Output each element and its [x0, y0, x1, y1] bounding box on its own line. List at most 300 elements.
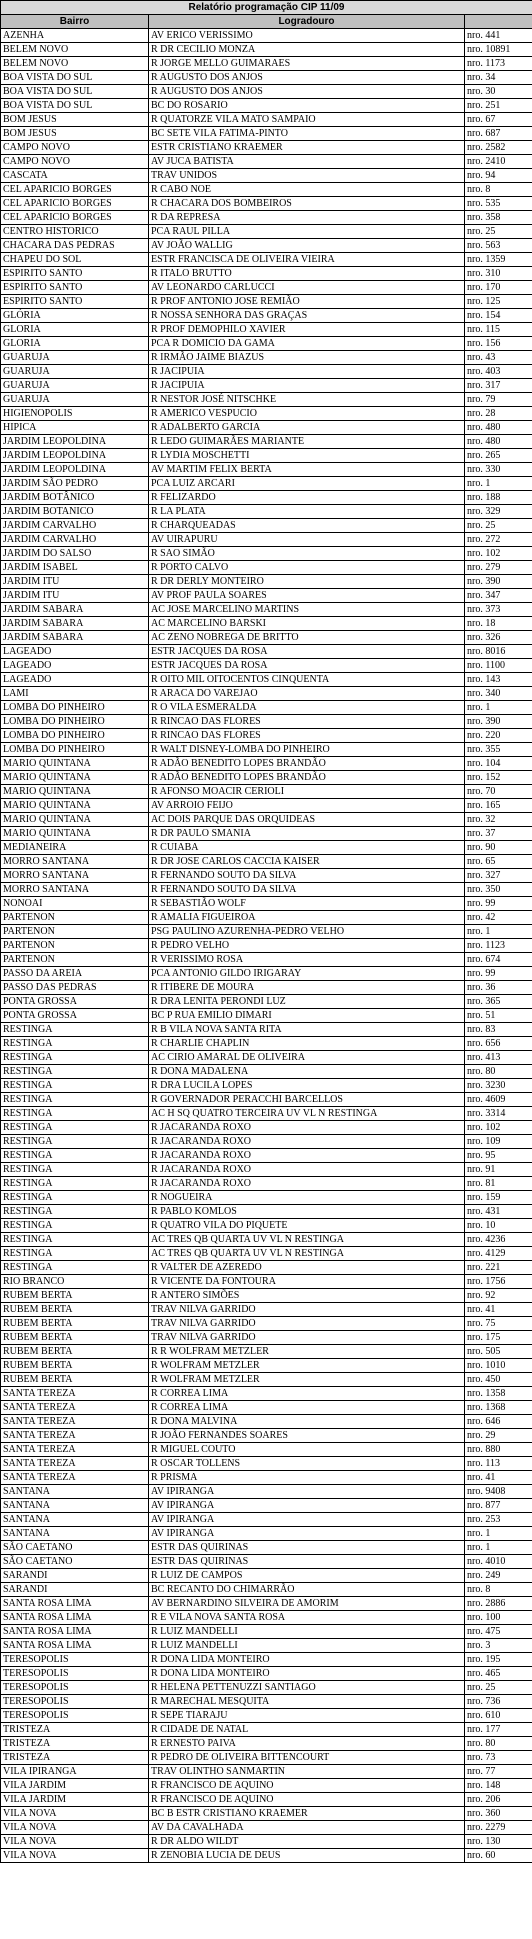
numero-cell: nro. 177: [465, 1723, 532, 1737]
table-row: [1, 1387, 532, 1401]
table-row: [1, 491, 532, 505]
report-body: [1, 29, 532, 1863]
bairro-cell: JARDIM LEOPOLDINA: [1, 449, 149, 463]
bairro-cell: SANTA ROSA LIMA: [1, 1625, 149, 1639]
logradouro-cell: R CORREA LIMA: [149, 1387, 465, 1401]
table-row: [1, 57, 532, 71]
table-row: [1, 1639, 532, 1653]
table-row: [1, 43, 532, 57]
logradouro-cell: R SEPE TIARAJU: [149, 1709, 465, 1723]
numero-cell: nro. 206: [465, 1793, 532, 1807]
bairro-cell: BOM JESUS: [1, 113, 149, 127]
logradouro-cell: ESTR DAS QUIRINAS: [149, 1541, 465, 1555]
numero-cell: nro. 450: [465, 1373, 532, 1387]
table-row: [1, 1667, 532, 1681]
numero-cell: nro. 170: [465, 281, 532, 295]
table-row: [1, 1583, 532, 1597]
numero-cell: nro. 3230: [465, 1079, 532, 1093]
table-row: [1, 1219, 532, 1233]
bairro-cell: JARDIM BOTÂNICO: [1, 491, 149, 505]
bairro-cell: JARDIM ITU: [1, 575, 149, 589]
numero-cell: nro. 340: [465, 687, 532, 701]
logradouro-cell: R ADALBERTO GARCIA: [149, 421, 465, 435]
bairro-cell: BELEM NOVO: [1, 43, 149, 57]
logradouro-cell: R DRA LUCILA LOPES: [149, 1079, 465, 1093]
logradouro-cell: AC TRES QB QUARTA UV VL N RESTINGA: [149, 1247, 465, 1261]
logradouro-cell: PCA R DOMICIO DA GAMA: [149, 337, 465, 351]
bairro-cell: MARIO QUINTANA: [1, 827, 149, 841]
bairro-cell: MORRO SANTANA: [1, 883, 149, 897]
numero-cell: nro. 73: [465, 1751, 532, 1765]
table-row: [1, 967, 532, 981]
numero-cell: nro. 475: [465, 1625, 532, 1639]
logradouro-cell: R ITIBERE DE MOURA: [149, 981, 465, 995]
logradouro-cell: R FELIZARDO: [149, 491, 465, 505]
logradouro-cell: R DONA LIDA MONTEIRO: [149, 1653, 465, 1667]
bairro-cell: HIPICA: [1, 421, 149, 435]
bairro-cell: BOA VISTA DO SUL: [1, 85, 149, 99]
numero-cell: nro. 65: [465, 855, 532, 869]
numero-cell: nro. 80: [465, 1737, 532, 1751]
numero-cell: nro. 25: [465, 225, 532, 239]
table-row: [1, 1569, 532, 1583]
numero-cell: nro. 3314: [465, 1107, 532, 1121]
table-row: [1, 1611, 532, 1625]
table-row: [1, 519, 532, 533]
logradouro-cell: R DONA MADALENA: [149, 1065, 465, 1079]
table-row: [1, 169, 532, 183]
bairro-cell: BELEM NOVO: [1, 57, 149, 71]
bairro-cell: RESTINGA: [1, 1023, 149, 1037]
numero-cell: nro. 326: [465, 631, 532, 645]
report-title: Relatório programação CIP 11/09: [1, 1, 532, 15]
logradouro-cell: AC DOIS PARQUE DAS ORQUIDEAS: [149, 813, 465, 827]
bairro-cell: RESTINGA: [1, 1135, 149, 1149]
logradouro-cell: R JACIPUIA: [149, 379, 465, 393]
table-row: [1, 561, 532, 575]
bairro-cell: SANTANA: [1, 1527, 149, 1541]
bairro-cell: JARDIM SABARA: [1, 617, 149, 631]
table-row: [1, 813, 532, 827]
table-row: [1, 113, 532, 127]
table-row: [1, 1541, 532, 1555]
table-row: [1, 1793, 532, 1807]
numero-cell: nro. 265: [465, 449, 532, 463]
logradouro-cell: R FERNANDO SOUTO DA SILVA: [149, 883, 465, 897]
table-row: [1, 1443, 532, 1457]
numero-cell: nro. 165: [465, 799, 532, 813]
table-row: [1, 183, 532, 197]
numero-cell: nro. 1: [465, 1541, 532, 1555]
logradouro-cell: AV IPIRANGA: [149, 1499, 465, 1513]
logradouro-cell: AV MARTIM FELIX BERTA: [149, 463, 465, 477]
table-row: [1, 1401, 532, 1415]
logradouro-cell: R E VILA NOVA SANTA ROSA: [149, 1611, 465, 1625]
logradouro-cell: R AUGUSTO DOS ANJOS: [149, 71, 465, 85]
numero-cell: nro. 480: [465, 435, 532, 449]
table-row: [1, 449, 532, 463]
bairro-cell: LOMBA DO PINHEIRO: [1, 715, 149, 729]
bairro-cell: MARIO QUINTANA: [1, 799, 149, 813]
logradouro-cell: AV IPIRANGA: [149, 1527, 465, 1541]
table-row: [1, 1163, 532, 1177]
logradouro-cell: R CIDADE DE NATAL: [149, 1723, 465, 1737]
logradouro-cell: R ANTERO SIMÕES: [149, 1289, 465, 1303]
numero-cell: nro. 2279: [465, 1821, 532, 1835]
bairro-cell: TERESOPOLIS: [1, 1653, 149, 1667]
logradouro-cell: R AUGUSTO DOS ANJOS: [149, 85, 465, 99]
bairro-cell: JARDIM ISABEL: [1, 561, 149, 575]
numero-cell: nro. 100: [465, 1611, 532, 1625]
numero-cell: nro. 1010: [465, 1359, 532, 1373]
report-title-row: [1, 1, 532, 15]
bairro-cell: SANTA TEREZA: [1, 1401, 149, 1415]
numero-cell: nro. 148: [465, 1779, 532, 1793]
numero-cell: nro. 152: [465, 771, 532, 785]
table-row: [1, 477, 532, 491]
numero-cell: nro. 249: [465, 1569, 532, 1583]
table-row: [1, 743, 532, 757]
numero-cell: nro. 34: [465, 71, 532, 85]
logradouro-cell: R OSCAR TOLLENS: [149, 1457, 465, 1471]
numero-cell: nro. 877: [465, 1499, 532, 1513]
logradouro-cell: R ADÃO BENEDITO LOPES BRANDÃO: [149, 771, 465, 785]
numero-cell: nro. 880: [465, 1443, 532, 1457]
bairro-cell: RESTINGA: [1, 1191, 149, 1205]
bairro-cell: RESTINGA: [1, 1177, 149, 1191]
bairro-cell: LOMBA DO PINHEIRO: [1, 701, 149, 715]
bairro-cell: TRISTEZA: [1, 1737, 149, 1751]
table-row: [1, 393, 532, 407]
logradouro-cell: R LUIZ DE CAMPOS: [149, 1569, 465, 1583]
table-row: [1, 1177, 532, 1191]
numero-cell: nro. 1173: [465, 57, 532, 71]
logradouro-cell: R NESTOR JOSÉ NITSCHKE: [149, 393, 465, 407]
bairro-cell: LAMI: [1, 687, 149, 701]
bairro-cell: SANTANA: [1, 1513, 149, 1527]
bairro-cell: CAMPO NOVO: [1, 155, 149, 169]
numero-cell: nro. 441: [465, 29, 532, 43]
table-row: [1, 617, 532, 631]
bairro-cell: JARDIM SABARA: [1, 631, 149, 645]
numero-cell: nro. 279: [465, 561, 532, 575]
table-row: [1, 911, 532, 925]
table-row: [1, 463, 532, 477]
table-row: [1, 953, 532, 967]
logradouro-cell: R NOGUEIRA: [149, 1191, 465, 1205]
numero-cell: nro. 159: [465, 1191, 532, 1205]
logradouro-cell: R PEDRO DE OLIVEIRA BITTENCOURT: [149, 1751, 465, 1765]
bairro-cell: MARIO QUINTANA: [1, 757, 149, 771]
numero-cell: nro. 80: [465, 1065, 532, 1079]
table-row: [1, 645, 532, 659]
bairro-cell: RUBEM BERTA: [1, 1331, 149, 1345]
table-row: [1, 729, 532, 743]
bairro-cell: RUBEM BERTA: [1, 1345, 149, 1359]
bairro-cell: SANTANA: [1, 1499, 149, 1513]
numero-cell: nro. 115: [465, 323, 532, 337]
logradouro-cell: R OITO MIL OITOCENTOS CINQUENTA: [149, 673, 465, 687]
numero-cell: nro. 4609: [465, 1093, 532, 1107]
bairro-cell: GUARUJA: [1, 379, 149, 393]
numero-cell: nro. 563: [465, 239, 532, 253]
numero-cell: nro. 28: [465, 407, 532, 421]
logradouro-cell: R JOÃO FERNANDES SOARES: [149, 1429, 465, 1443]
bairro-cell: VILA IPIRANGA: [1, 1765, 149, 1779]
numero-cell: nro. 25: [465, 519, 532, 533]
numero-cell: nro. 67: [465, 113, 532, 127]
numero-cell: nro. 327: [465, 869, 532, 883]
logradouro-cell: AV JOÃO WALLIG: [149, 239, 465, 253]
numero-cell: nro. 102: [465, 1121, 532, 1135]
numero-cell: nro. 10891: [465, 43, 532, 57]
bairro-cell: GUARUJA: [1, 393, 149, 407]
bairro-cell: GUARUJA: [1, 351, 149, 365]
bairro-cell: RESTINGA: [1, 1065, 149, 1079]
table-row: [1, 869, 532, 883]
bairro-cell: VILA JARDIM: [1, 1779, 149, 1793]
logradouro-cell: R VICENTE DA FONTOURA: [149, 1275, 465, 1289]
logradouro-cell: R RINCAO DAS FLORES: [149, 729, 465, 743]
table-row: [1, 1107, 532, 1121]
logradouro-cell: R JORGE MELLO GUIMARAES: [149, 57, 465, 71]
numero-cell: nro. 365: [465, 995, 532, 1009]
table-row: [1, 673, 532, 687]
bairro-cell: RESTINGA: [1, 1219, 149, 1233]
bairro-cell: LAGEADO: [1, 659, 149, 673]
logradouro-cell: AC H SQ QUATRO TERCEIRA UV VL N RESTINGA: [149, 1107, 465, 1121]
bairro-cell: CHACARA DAS PEDRAS: [1, 239, 149, 253]
numero-cell: nro. 272: [465, 533, 532, 547]
bairro-cell: GLORIA: [1, 323, 149, 337]
bairro-cell: MARIO QUINTANA: [1, 771, 149, 785]
logradouro-cell: AV ARROIO FEIJO: [149, 799, 465, 813]
bairro-cell: RUBEM BERTA: [1, 1317, 149, 1331]
numero-cell: nro. 1358: [465, 1387, 532, 1401]
table-row: [1, 253, 532, 267]
logradouro-cell: TRAV UNIDOS: [149, 169, 465, 183]
logradouro-cell: R MARECHAL MESQUITA: [149, 1695, 465, 1709]
table-row: [1, 1303, 532, 1317]
table-row: [1, 1597, 532, 1611]
bairro-cell: PASSO DAS PEDRAS: [1, 981, 149, 995]
bairro-cell: SANTA TEREZA: [1, 1457, 149, 1471]
numero-cell: nro. 156: [465, 337, 532, 351]
bairro-cell: TRISTEZA: [1, 1723, 149, 1737]
table-row: [1, 85, 532, 99]
bairro-cell: RESTINGA: [1, 1261, 149, 1275]
table-row: [1, 1051, 532, 1065]
table-row: [1, 631, 532, 645]
table-row: [1, 1233, 532, 1247]
logradouro-cell: AC TRES QB QUARTA UV VL N RESTINGA: [149, 1233, 465, 1247]
table-row: [1, 1009, 532, 1023]
bairro-cell: GLORIA: [1, 337, 149, 351]
numero-cell: nro. 360: [465, 1807, 532, 1821]
logradouro-cell: R LEDO GUIMARÃES MARIANTE: [149, 435, 465, 449]
table-row: [1, 1723, 532, 1737]
numero-cell: nro. 736: [465, 1695, 532, 1709]
numero-cell: nro. 154: [465, 309, 532, 323]
logradouro-cell: AV DA CAVALHADA: [149, 1821, 465, 1835]
bairro-cell: SANTA ROSA LIMA: [1, 1639, 149, 1653]
numero-cell: nro. 330: [465, 463, 532, 477]
numero-cell: nro. 251: [465, 99, 532, 113]
table-row: [1, 1093, 532, 1107]
table-row: [1, 1471, 532, 1485]
bairro-cell: JARDIM BOTANICO: [1, 505, 149, 519]
logradouro-cell: R CABO NOE: [149, 183, 465, 197]
bairro-cell: JARDIM CARVALHO: [1, 519, 149, 533]
bairro-cell: SANTA TEREZA: [1, 1429, 149, 1443]
column-header-row: [1, 15, 532, 29]
bairro-cell: RESTINGA: [1, 1163, 149, 1177]
bairro-cell: PARTENON: [1, 953, 149, 967]
table-row: [1, 841, 532, 855]
table-row: [1, 799, 532, 813]
logradouro-cell: R JACARANDA ROXO: [149, 1149, 465, 1163]
numero-cell: nro. 220: [465, 729, 532, 743]
table-row: [1, 29, 532, 43]
logradouro-cell: AV UIRAPURU: [149, 533, 465, 547]
table-row: [1, 1779, 532, 1793]
logradouro-cell: AC ZENO NOBREGA DE BRITTO: [149, 631, 465, 645]
logradouro-cell: R JACARANDA ROXO: [149, 1121, 465, 1135]
table-row: [1, 925, 532, 939]
logradouro-cell: R PABLO KOMLOS: [149, 1205, 465, 1219]
bairro-cell: MARIO QUINTANA: [1, 813, 149, 827]
table-row: [1, 1499, 532, 1513]
bairro-cell: TRISTEZA: [1, 1751, 149, 1765]
numero-cell: nro. 51: [465, 1009, 532, 1023]
column-header-logradouro: Logradouro: [149, 15, 465, 29]
bairro-cell: VILA NOVA: [1, 1835, 149, 1849]
numero-cell: nro. 109: [465, 1135, 532, 1149]
bairro-cell: SANTA TEREZA: [1, 1415, 149, 1429]
logradouro-cell: PSG PAULINO AZURENHA-PEDRO VELHO: [149, 925, 465, 939]
logradouro-cell: R ARACA DO VAREJAO: [149, 687, 465, 701]
table-row: [1, 421, 532, 435]
bairro-cell: BOA VISTA DO SUL: [1, 71, 149, 85]
column-header-bairro: Bairro: [1, 15, 149, 29]
table-row: [1, 701, 532, 715]
bairro-cell: MORRO SANTANA: [1, 869, 149, 883]
logradouro-cell: R O VILA ESMERALDA: [149, 701, 465, 715]
numero-cell: nro. 2410: [465, 155, 532, 169]
logradouro-cell: R DONA MALVINA: [149, 1415, 465, 1429]
numero-cell: nro. 9408: [465, 1485, 532, 1499]
table-row: [1, 1429, 532, 1443]
logradouro-cell: ESTR JACQUES DA ROSA: [149, 645, 465, 659]
table-row: [1, 785, 532, 799]
table-row: [1, 1289, 532, 1303]
logradouro-cell: R LYDIA MOSCHETTI: [149, 449, 465, 463]
numero-cell: nro. 358: [465, 211, 532, 225]
numero-cell: nro. 4010: [465, 1555, 532, 1569]
bairro-cell: SANTA ROSA LIMA: [1, 1611, 149, 1625]
bairro-cell: RESTINGA: [1, 1205, 149, 1219]
numero-cell: nro. 8: [465, 183, 532, 197]
numero-cell: nro. 1123: [465, 939, 532, 953]
table-row: [1, 127, 532, 141]
logradouro-cell: R PROF ANTONIO JOSE REMIÃO: [149, 295, 465, 309]
numero-cell: nro. 1368: [465, 1401, 532, 1415]
bairro-cell: ESPIRITO SANTO: [1, 295, 149, 309]
table-row: [1, 1415, 532, 1429]
logradouro-cell: R CHARQUEADAS: [149, 519, 465, 533]
bairro-cell: MARIO QUINTANA: [1, 785, 149, 799]
numero-cell: nro. 687: [465, 127, 532, 141]
numero-cell: nro. 10: [465, 1219, 532, 1233]
numero-cell: nro. 188: [465, 491, 532, 505]
logradouro-cell: AC MARCELINO BARSKI: [149, 617, 465, 631]
table-row: [1, 1695, 532, 1709]
table-row: [1, 603, 532, 617]
logradouro-cell: ESTR JACQUES DA ROSA: [149, 659, 465, 673]
table-row: [1, 141, 532, 155]
logradouro-cell: R DR ALDO WILDT: [149, 1835, 465, 1849]
bairro-cell: TERESOPOLIS: [1, 1695, 149, 1709]
bairro-cell: RUBEM BERTA: [1, 1373, 149, 1387]
logradouro-cell: TRAV NILVA GARRIDO: [149, 1303, 465, 1317]
bairro-cell: HIGIENOPOLIS: [1, 407, 149, 421]
table-row: [1, 897, 532, 911]
logradouro-cell: R AMALIA FIGUEIROA: [149, 911, 465, 925]
table-row: [1, 211, 532, 225]
numero-cell: nro. 646: [465, 1415, 532, 1429]
numero-cell: nro. 413: [465, 1051, 532, 1065]
logradouro-cell: R CORREA LIMA: [149, 1401, 465, 1415]
logradouro-cell: AV ERICO VERISSIMO: [149, 29, 465, 43]
bairro-cell: RESTINGA: [1, 1093, 149, 1107]
logradouro-cell: R B VILA NOVA SANTA RITA: [149, 1023, 465, 1037]
bairro-cell: JARDIM ITU: [1, 589, 149, 603]
logradouro-cell: BC B ESTR CRISTIANO KRAEMER: [149, 1807, 465, 1821]
numero-cell: nro. 99: [465, 967, 532, 981]
bairro-cell: SANTA TEREZA: [1, 1443, 149, 1457]
numero-cell: nro. 18: [465, 617, 532, 631]
bairro-cell: ESPIRITO SANTO: [1, 281, 149, 295]
table-row: [1, 1807, 532, 1821]
bairro-cell: BOA VISTA DO SUL: [1, 99, 149, 113]
table-row: [1, 1457, 532, 1471]
bairro-cell: RUBEM BERTA: [1, 1359, 149, 1373]
bairro-cell: JARDIM SABARA: [1, 603, 149, 617]
bairro-cell: RUBEM BERTA: [1, 1289, 149, 1303]
numero-cell: nro. 175: [465, 1331, 532, 1345]
logradouro-cell: AV JUCA BATISTA: [149, 155, 465, 169]
bairro-cell: RESTINGA: [1, 1079, 149, 1093]
numero-cell: nro. 113: [465, 1457, 532, 1471]
bairro-cell: PARTENON: [1, 939, 149, 953]
numero-cell: nro. 535: [465, 197, 532, 211]
logradouro-cell: R CUIABA: [149, 841, 465, 855]
bairro-cell: VILA NOVA: [1, 1849, 149, 1863]
logradouro-cell: R LUIZ MANDELLI: [149, 1639, 465, 1653]
table-row: [1, 883, 532, 897]
table-row: [1, 1527, 532, 1541]
table-row: [1, 351, 532, 365]
logradouro-cell: R WOLFRAM METZLER: [149, 1373, 465, 1387]
numero-cell: nro. 75: [465, 1317, 532, 1331]
table-row: [1, 995, 532, 1009]
logradouro-cell: R DR DERLY MONTEIRO: [149, 575, 465, 589]
bairro-cell: ESPIRITO SANTO: [1, 267, 149, 281]
numero-cell: nro. 403: [465, 365, 532, 379]
logradouro-cell: R PROF DEMOPHILO XAVIER: [149, 323, 465, 337]
bairro-cell: RESTINGA: [1, 1149, 149, 1163]
bairro-cell: MORRO SANTANA: [1, 855, 149, 869]
